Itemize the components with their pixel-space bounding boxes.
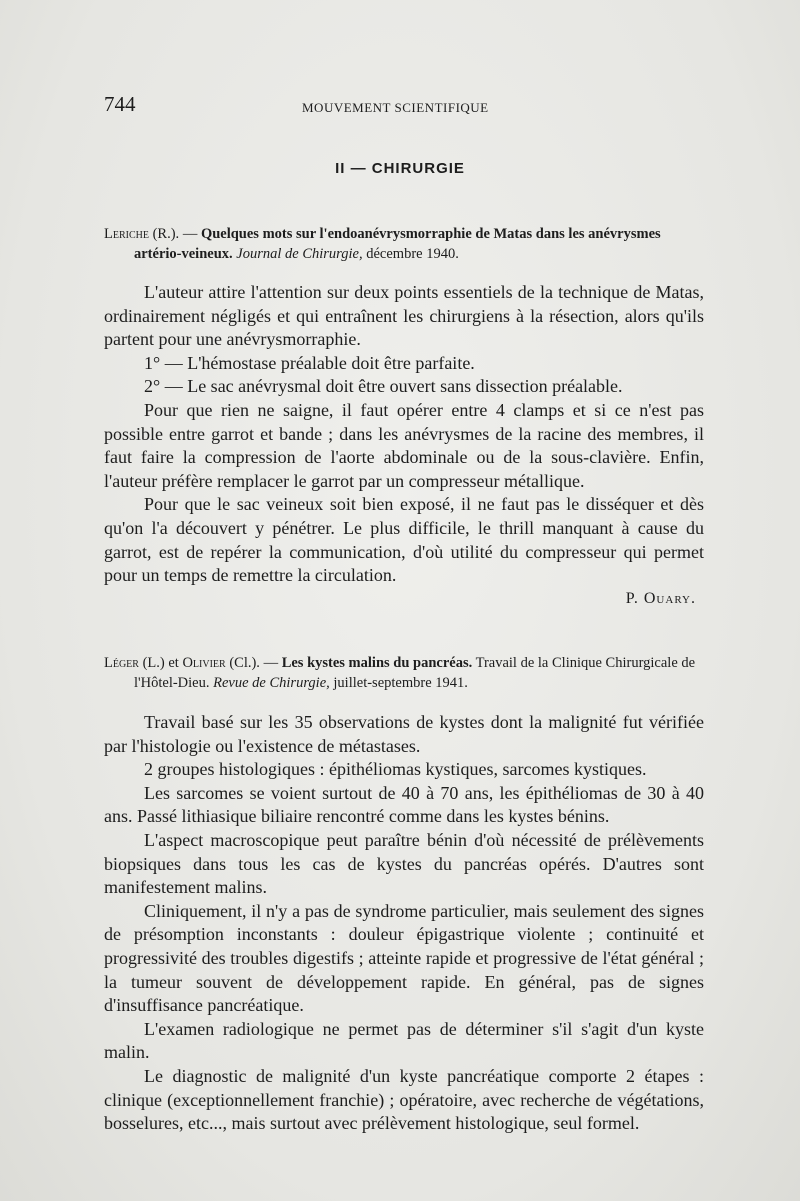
abstract-leger-olivier — [104, 653, 704, 1136]
source-institution: Travail de la Clinique Chirurgicale de l'Hôtel-Dieu. — [134, 655, 696, 691]
journal-date: juillet-septembre 1941. — [333, 675, 468, 691]
paragraph: Le diagnostic de malignité d'un kyste pancréatique comporte 2 étapes : clinique (exceptionnellement franchie) ; opératoire, avec recherche de végétations, bosselures, etc..., mais surtout avec prélèvement histologique, seul formel. — [104, 1065, 704, 1134]
paragraph: 2 groupes histologiques : épithéliomas kystiques, sarcomes kystiques. — [144, 759, 647, 780]
abstract-body — [104, 711, 704, 1136]
section-heading: II — CHIRURGIE — [335, 160, 465, 177]
paragraph: L'aspect macroscopique peut paraître bénin d'où nécessité de prélèvements biopsiques dans tous les cas de kystes du pancréas opérés. D'autres sont manifestement malins. — [104, 829, 704, 898]
conjunction: et — [168, 655, 179, 671]
author-initial: (L.) — [142, 655, 165, 671]
author-name: Léger — [104, 655, 139, 671]
paragraph: Pour que le sac veineux soit bien exposé, il ne faut pas le disséquer et dès qu'on l'a découvert y pénétrer. Le plus difficile, le thrill manquant à cause du garrot, est de repérer la communication, d'où utilité du compresseur qui permet pour un temps de remettre la circulation. — [104, 494, 704, 586]
author-initial: (R.). — [152, 226, 180, 242]
running-head: MOUVEMENT SCIENTIFIQUE — [302, 100, 489, 115]
dash: — — [263, 655, 279, 671]
article-title: Quelques mots sur l'endoanévrysmorraphie de Matas dans les anévrysmes artério-veineux. — [134, 226, 661, 262]
author-name: Olivier — [182, 655, 226, 671]
paragraph: Les sarcomes se voient surtout de 40 à 70 ans, les épithéliomas de 30 à 40 ans. Passé lithiasique biliaire rencontré comme dans les kystes bénins. — [104, 782, 704, 827]
reference-leriche — [104, 224, 704, 264]
article-title: Les kystes malins du pancréas. — [281, 655, 473, 671]
author-name: Leriche — [104, 226, 149, 242]
dash: — — [182, 226, 198, 242]
journal-date: décembre 1940. — [366, 246, 459, 262]
journal-name: Revue de Chirurgie, — [213, 675, 330, 691]
signature — [104, 590, 704, 608]
signature-name: P. Ouary. — [625, 589, 696, 607]
paragraph: L'auteur attire l'attention sur deux points essentiels de la technique de Matas, ordinairement négligés et qui entraînent les chirurgiens à la résection, alors qu'ils partent pour une anévrysmorraphie. — [104, 282, 704, 350]
paragraph: Travail basé sur les 35 observations de kystes dont la malignité fut vérifiée par l'histologie ou l'existence de métastases. — [104, 712, 704, 756]
abstract-leriche — [104, 224, 704, 608]
page-number: 744 — [104, 92, 136, 116]
paragraph: Cliniquement, il n'y a pas de syndrome particulier, mais seulement des signes de présomption inconstants : douleur épigastrique violente ; continuité et progressivité des troubles digestifs ; atteinte rapide et progressive de l'état général ; la tumeur souvent de développement rapide. En général, pas de signes d'insuffisance pancréatique. — [104, 900, 704, 1016]
abstract-body — [104, 281, 704, 608]
paragraph: Pour que rien ne saigne, il faut opérer entre 4 clamps et si ce n'est pas possible entre garrot et bande ; dans les anévrysmes de la racine des membres, il faut faire la compression de l'aorte abdominale ou de la sous-clavière. Enfin, l'auteur préfère remplacer le garrot par un compresseur métallique. — [104, 399, 704, 491]
author-initial: (Cl.). — [229, 655, 260, 671]
paragraph: L'examen radiologique ne permet pas de déterminer s'il s'agit d'un kyste malin. — [104, 1018, 704, 1063]
reference-leger-olivier — [104, 653, 704, 693]
list-item: 2° — Le sac anévrysmal doit être ouvert sans dissection préalable. — [144, 376, 623, 397]
list-item: 1° — L'hémostase préalable doit être parfaite. — [144, 352, 475, 373]
page-header — [104, 92, 704, 122]
journal-name: Journal de Chirurgie, — [236, 246, 363, 262]
